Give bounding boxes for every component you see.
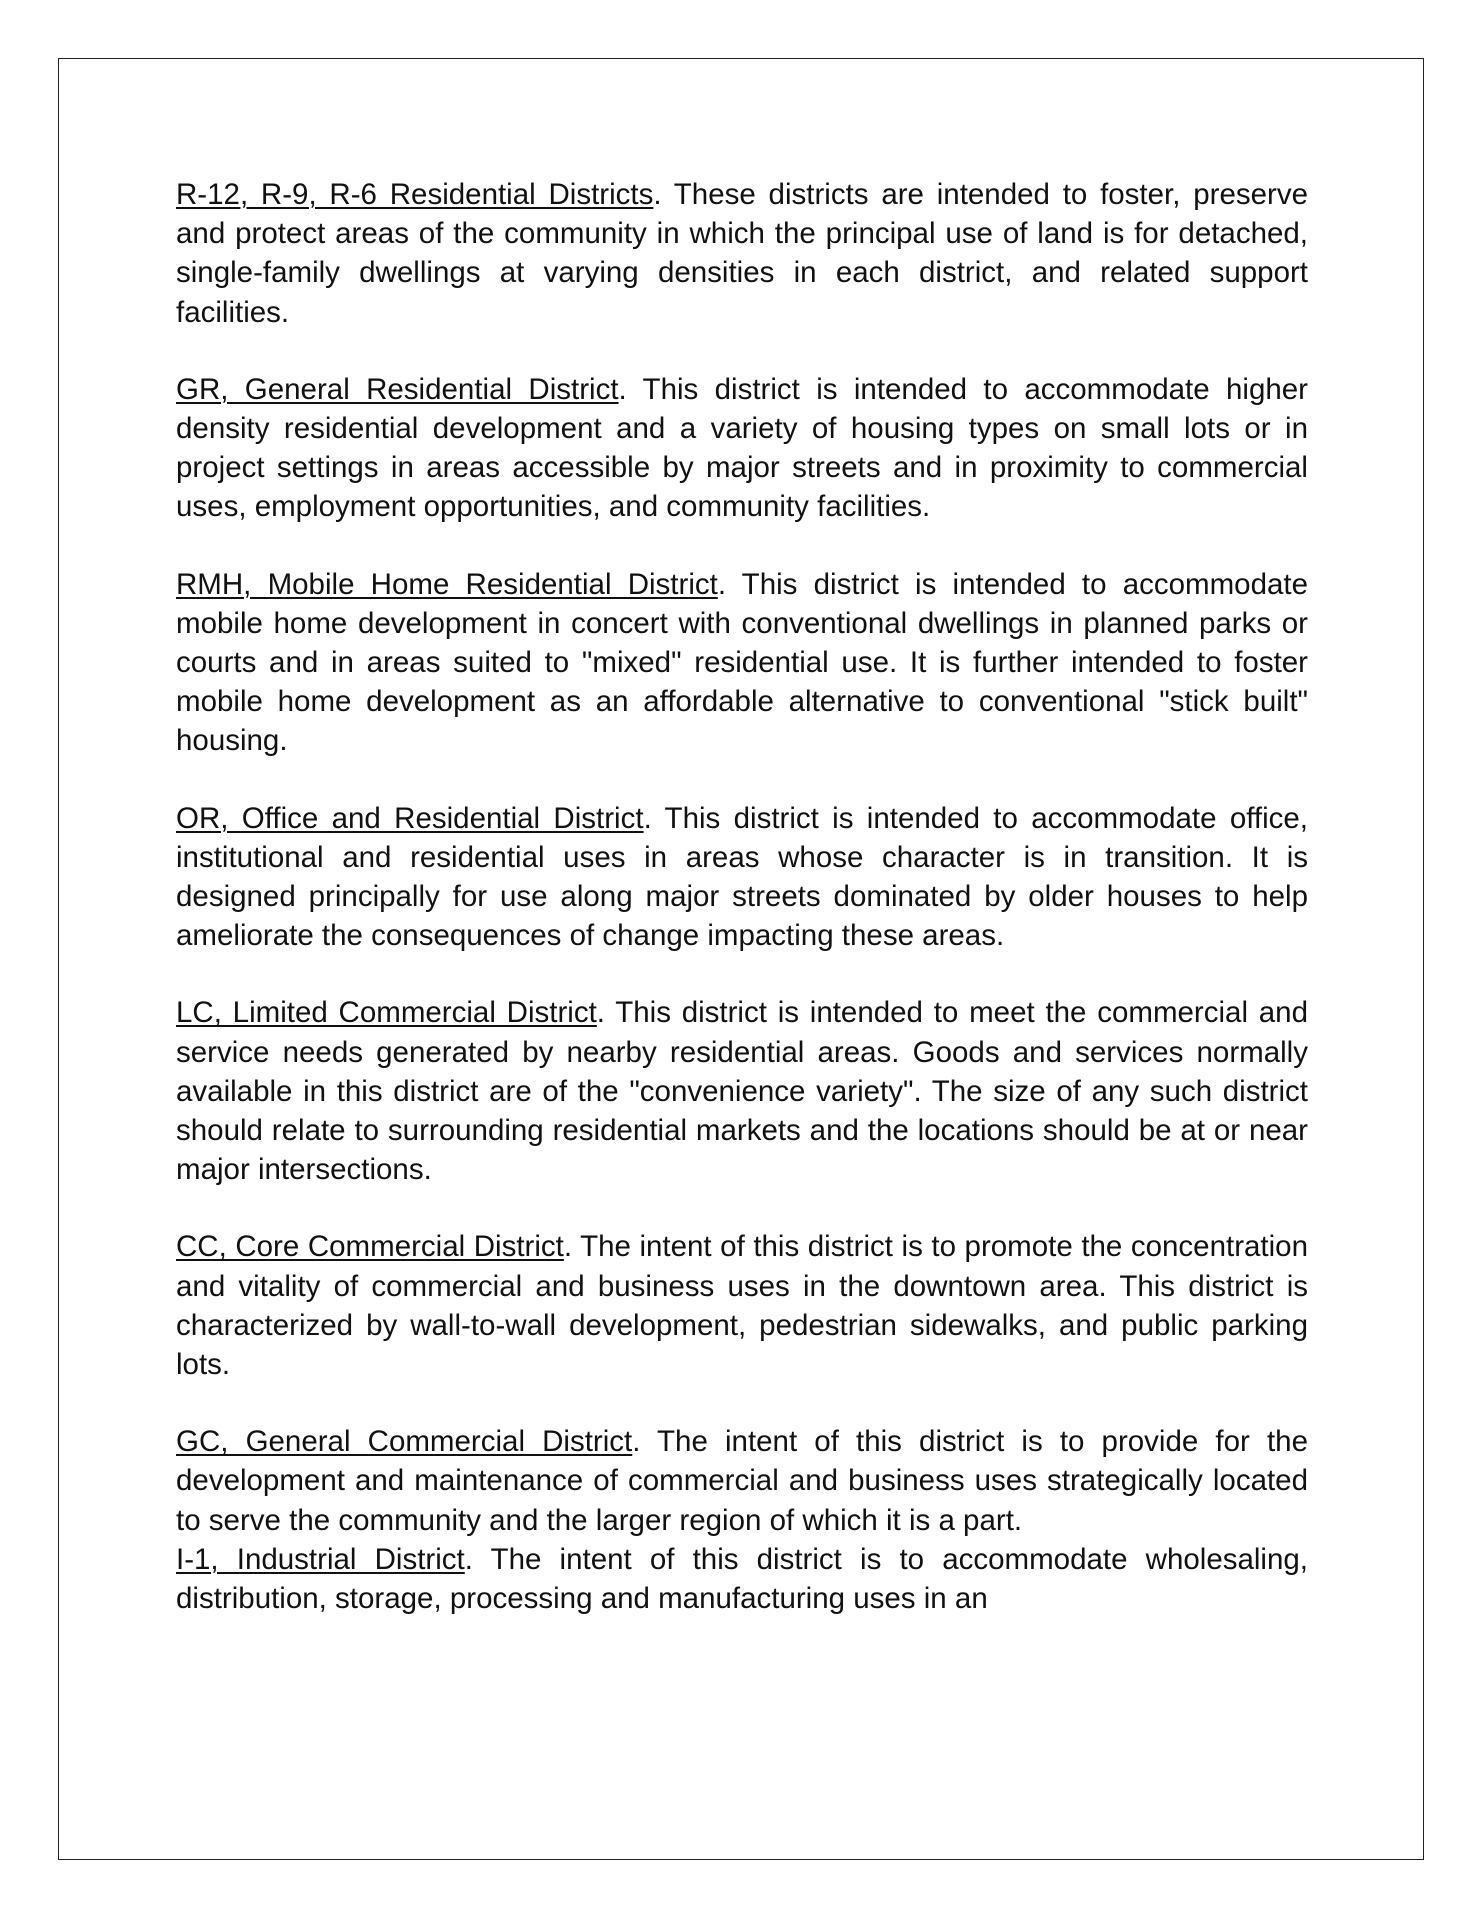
heading-r12-r9-r6: R-12, R-9, R-6 Residential Districts xyxy=(176,178,654,211)
heading-rmh: RMH, Mobile Home Residential District xyxy=(176,567,718,601)
heading-cc: CC, Core Commercial District xyxy=(176,1230,564,1264)
heading-or: OR, Office and Residential District xyxy=(176,801,644,835)
heading-lc: LC, Limited Commercial District xyxy=(176,996,597,1030)
document-body xyxy=(176,175,1308,1618)
heading-gc: GC, General Commercial District xyxy=(176,1425,633,1459)
body-gc: . The intent of this district is to provide for the development and maintenance of commercial and business uses strategically located to serve the community and the larger region of which it is a part. xyxy=(176,1425,1308,1537)
paragraph-rmh xyxy=(176,565,1308,761)
body-or: . This district is intended to accommodate office, institutional and residential uses in areas whose character is in transition. It is designed principally for use along major streets dominated by older houses to help ameliorate the consequences of change impacting these areas. xyxy=(176,801,1309,953)
paragraph-i1 xyxy=(176,1540,1308,1618)
paragraph-r12-r9-r6 xyxy=(176,175,1308,332)
paragraph-lc xyxy=(176,993,1308,1189)
body-lc: . This district is intended to meet the commercial and service needs generated by nearby residential areas. Goods and services normally available in this district are of the "convenience variety". The size of any such district should relate to surrounding residential markets and the locations should be at or near major intersections. xyxy=(176,996,1308,1187)
body-gr: . This district is intended to accommodate higher density residential development and a variety of housing types on small lots or in project settings in areas accessible by major streets and in proximity to commercial uses, employment opportunities, and community facilities. xyxy=(176,372,1308,524)
paragraph-gc xyxy=(176,1422,1308,1540)
body-i1: . The intent of this district is to accommodate wholesaling, distribution, storage, processing and manufacturing uses in an xyxy=(176,1542,1308,1616)
paragraph-or xyxy=(176,799,1308,956)
heading-i1: I-1, Industrial District xyxy=(176,1542,465,1576)
paragraph-gr xyxy=(176,370,1308,527)
body-r12-r9-r6: . These districts are intended to foster, preserve and protect areas of the community in which the principal use of land is for detached, single-family dwellings at varying densities in each district, and related support facilities. xyxy=(176,178,1308,329)
heading-gr: GR, General Residential District xyxy=(176,372,619,406)
body-rmh: . This district is intended to accommodate mobile home development in concert with conventional dwellings in planned parks or courts and in areas suited to "mixed" residential use. It is further intended to foster mobile home development as an affordable alternative to conventional "stick built" housing. xyxy=(176,567,1308,758)
body-cc: . The intent of this district is to promote the concentration and vitality of commercial and business uses in the downtown area. This district is characterized by wall-to-wall development, pedestrian sidewalks, and public parking lots. xyxy=(176,1230,1308,1382)
paragraph-cc xyxy=(176,1227,1308,1384)
